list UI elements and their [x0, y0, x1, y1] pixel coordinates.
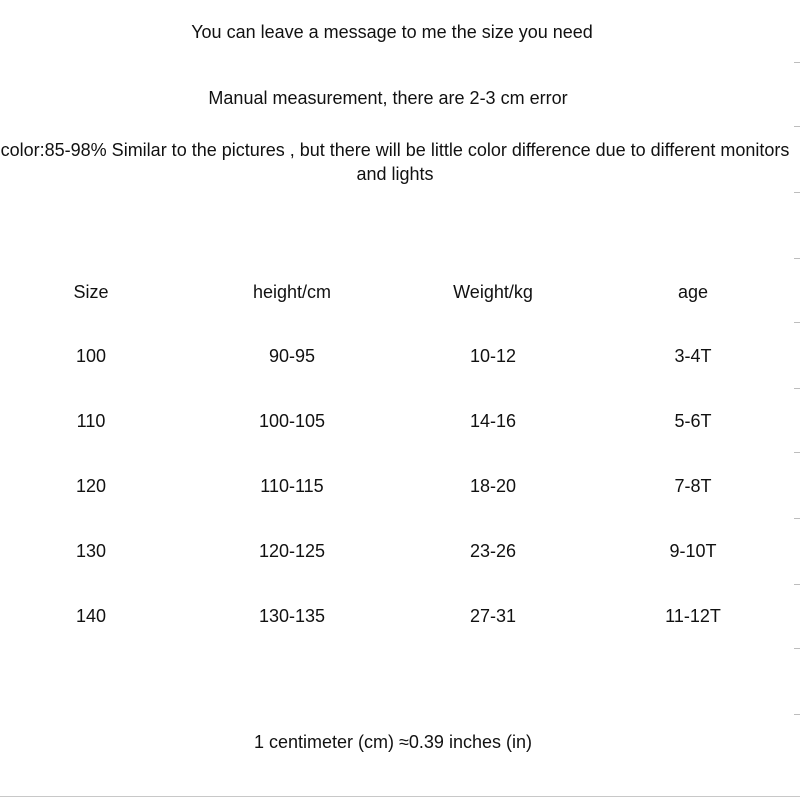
cell-height: 90-95: [268, 346, 316, 366]
header-age: age: [677, 282, 709, 302]
cell-age: 7-8T: [674, 476, 712, 496]
cell-size: 130: [75, 541, 107, 561]
cell-height: 120-125: [258, 541, 326, 561]
cell-size: 100: [75, 346, 107, 366]
edge-tick: [794, 388, 800, 389]
edge-tick: [794, 62, 800, 63]
note-measurement-error: Manual measurement, there are 2-3 cm error: [208, 88, 568, 108]
edge-tick: [794, 518, 800, 519]
edge-tick: [794, 714, 800, 715]
cell-weight: 27-31: [469, 606, 517, 626]
edge-tick: [794, 452, 800, 453]
cell-size: 120: [75, 476, 107, 496]
edge-tick: [794, 192, 800, 193]
cell-age: 5-6T: [674, 411, 712, 431]
cell-age: 3-4T: [674, 346, 712, 366]
edge-tick: [794, 584, 800, 585]
cell-weight: 14-16: [469, 411, 517, 431]
cell-height: 130-135: [258, 606, 326, 626]
conversion-note: 1 centimeter (cm) ≈0.39 inches (in): [254, 732, 532, 752]
note-message: You can leave a message to me the size you need: [191, 22, 593, 42]
cell-age: 11-12T: [665, 606, 721, 626]
bottom-divider: [0, 796, 800, 797]
cell-size: 110: [76, 411, 106, 431]
edge-tick: [794, 322, 800, 323]
header-size: Size: [73, 282, 109, 302]
cell-weight: 18-20: [469, 476, 517, 496]
cell-weight: 23-26: [469, 541, 517, 561]
cell-height: 110-115: [260, 476, 324, 496]
cell-height: 100-105: [258, 411, 326, 431]
header-weight: Weight/kg: [453, 282, 533, 302]
cell-weight: 10-12: [469, 346, 517, 366]
note-color-difference: color:85-98% Similar to the pictures , but there will be little color difference due to different monitors and lights: [0, 140, 790, 184]
cell-age: 9-10T: [669, 541, 717, 561]
edge-tick: [794, 258, 800, 259]
header-height: height/cm: [252, 282, 332, 302]
edge-tick: [794, 126, 800, 127]
edge-tick: [794, 648, 800, 649]
cell-size: 140: [75, 606, 107, 626]
